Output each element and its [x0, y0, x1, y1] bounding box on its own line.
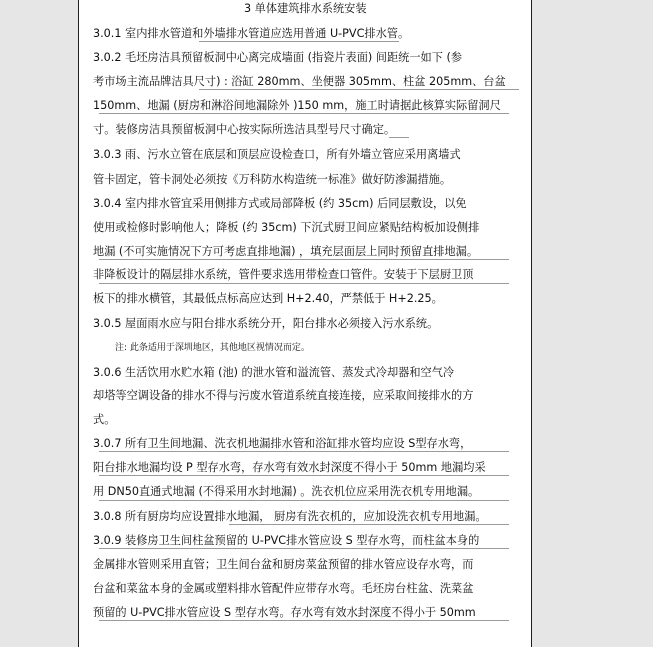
- text-underline: [229, 524, 509, 525]
- document-page: [78, 0, 532, 647]
- text-line: 台盆和菜盆本身的金属或塑料排水管配件应带存水弯。毛坯房台柱盆、洗菜盆: [93, 582, 474, 595]
- text-line: 150mm、地漏 (厨房和淋浴间地漏除外 )150 mm，施工时请据此核算实际留洞尺: [93, 99, 501, 112]
- section-title: 3 单体建筑排水系统安装: [244, 2, 367, 15]
- text-line: 3.0.1 室内排水管道和外墙排水管道应选用普通 U-PVC排水管。: [93, 27, 410, 40]
- text-line: 3.0.5 屋面雨水应与阳台排水系统分开，阳台排水必须接入污水系统。: [93, 317, 439, 330]
- text-line: 3.0.6 生活饮用水贮水箱 (池) 的泄水管和溢流管、蒸发式冷却器和空气冷: [93, 366, 455, 379]
- text-line: 管卡固定，管卡洞处必须按《万科防水构造统一标准》做好防渗漏措施。: [93, 173, 452, 186]
- text-line: 板下的排水横管，其最低点标高应达到 H+2.40，严禁低于 H+2.25。: [93, 292, 443, 305]
- text-underline: [99, 283, 509, 284]
- note-line: 注: 此条适用于深圳地区，其他地区视情况而定。: [115, 343, 310, 353]
- text-line: 金属排水管则采用直管；卫生间台盆和厨房菜盆预留的排水管应设存水弯，而: [93, 558, 474, 571]
- text-line: 3.0.7 所有卫生间地漏、洗衣机地漏排水管和浴缸排水管均应设 S型存水弯，: [93, 437, 472, 450]
- text-underline: [99, 259, 509, 260]
- text-underline: [199, 89, 519, 90]
- text-underline: [99, 113, 509, 114]
- text-underline: [389, 137, 409, 138]
- text-line: 3.0.8 所有厨房均应设置排水地漏， 厨房有洗衣机的，应加设洗衣机专用地漏。: [93, 510, 487, 523]
- text-line: 使用或检修时影响他人；降板 (约 35cm) 下沉式厨卫间应紧贴结构板加设侧排: [93, 221, 480, 234]
- text-line: 3.0.4 室内排水管宜采用侧排方式或局部降板 (约 35cm) 后同层敷设，以免: [93, 197, 467, 210]
- text-line: 3.0.2 毛坯房洁具预留板洞中心离完成墙面 (指瓷片表面) 间距统一如下 (参: [93, 51, 463, 64]
- text-line: 预留的 U-PVC排水管应设 S 型存水弯。存水弯有效水封深度不得小于 50mm: [93, 606, 476, 619]
- text-line: 式。: [93, 413, 116, 426]
- text-underline: [99, 620, 509, 621]
- text-line: 3.0.3 雨、污水立管在底层和顶层应设检查口，所有外墙立管应采用离墙式: [93, 148, 461, 161]
- text-line: 寸。装修房洁具预留板洞中心按实际所选洁具型号尺寸确定。: [93, 123, 396, 136]
- text-line: 3.0.9 装修房卫生间柱盆预留的 U-PVC排水管应设 S 型存水弯，而柱盆本身的: [93, 534, 480, 547]
- text-line: 非降板设计的隔层排水系统，管件要求选用带检查口管件。安装于下层厨卫顶: [93, 268, 474, 281]
- text-line: 用 DN50直通式地漏 (不得采用水封地漏) 。洗衣机位应采用洗衣机专用地漏。: [93, 485, 480, 498]
- text-line: 却塔等空调设备的排水不得与污废水管道系统直接连接，应采取间接排水的方: [93, 389, 474, 402]
- text-underline: [99, 475, 509, 476]
- text-underline: [99, 451, 509, 452]
- text-line: 阳台排水地漏均设 P 型存水弯，存水弯有效水封深度不得小于 50mm 地漏均采: [93, 461, 486, 474]
- text-line: 考市场主流品牌洁具尺寸) : 浴缸 280mm、坐便器 305mm、柱盆 205mm、台盆: [93, 75, 506, 88]
- text-underline: [99, 548, 509, 549]
- text-underline: [199, 41, 399, 42]
- text-underline: [99, 500, 509, 501]
- text-line: 地漏 (不可实施情况下方可考虑直排地漏) ，填充层面层上同时预留直排地漏。: [93, 245, 479, 258]
